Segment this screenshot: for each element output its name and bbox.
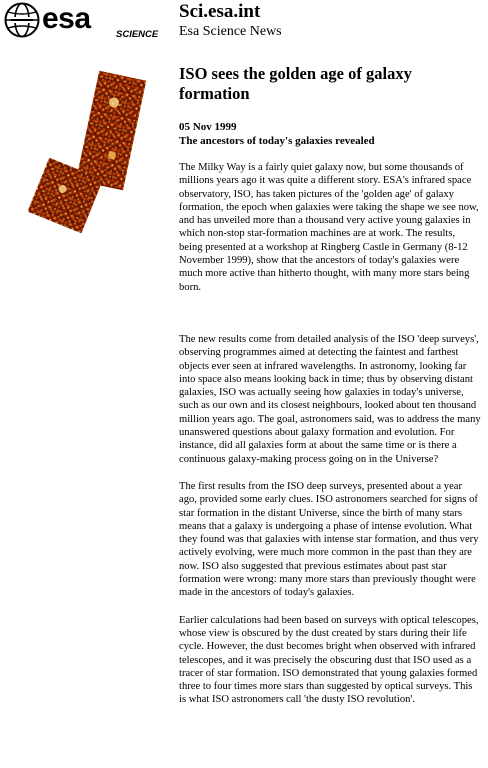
site-title[interactable]: Sci.esa.int <box>179 1 261 22</box>
article-paragraph: The new results come from detailed analysis of the ISO 'deep surveys', observing programmes aimed at detecting the faintest and farthest objects ever seen at infrared wavelengths. In astronomy, looking far into space also means looking back in time; thus by observing distant galaxies, ISO was actually seeing how galaxies in today's universe, such as our own and its closest neighbours, looked about ten thousand million years ago. The goal, astronomers said, was to address the many unanswered questions about galaxy formation and evolution. For instance, did all galaxies form at about the same time or is there a continuous galaxy-making process going on in the Universe? <box>179 333 481 465</box>
article-paragraph: Earlier calculations had been based on surveys with optical telescopes, whose view is obscured by the dust created by stars during their life cycle. However, the dust becomes bright when observed with infrared telescopes, and it was precisely the obscuring dust that ISO used as a tracer of star formation. ISO demonstrated that young galaxies formed three to four times more stars than suggested by optical surveys. This is what ISO astronomers call 'the dusty ISO revolution'. <box>179 614 479 706</box>
article-headline: ISO sees the golden age of galaxy formation <box>179 64 412 103</box>
esa-logo[interactable] <box>4 2 164 42</box>
esa-science-label: SCIENCE <box>116 29 159 40</box>
article-subhead: The ancestors of today's galaxies revealed <box>179 135 375 147</box>
news-article <box>179 64 481 707</box>
iso-deep-survey-image <box>14 66 164 236</box>
esa-globe-icon <box>4 2 40 38</box>
esa-wordmark: esa <box>42 2 91 35</box>
site-subtitle: Esa Science News <box>179 24 282 39</box>
article-paragraph: The Milky Way is a fairly quiet galaxy now, but some thousands of millions years ago it was quite a different story. ESA's infrared space observatory, ISO, has taken pictures of the 'golden age' of galaxy formation, the epoch when galaxies were taking the shape we see now, and has unveiled more than a thousand very active young galaxies in which non-stop star-formation machines are at work. The results, being presented at a workshop at Ringberg Castle in Germany (8-12 November 1999), show that the ancestors of today's galaxies were much more active than hitherto thought, with many more stars being born. <box>179 162 479 293</box>
article-paragraph: The first results from the ISO deep surveys, presented about a year ago, provided some early clues. ISO astronomers searched for signs of star formation in the distant Universe, since the birth of many stars means that a galaxy is undergoing a phase of intense evolution. What they found was that galaxies with intense star formation, and thus very actively evolving, were much more common in the past than they are now. ISO also suggested that previous estimates about past star formation were wrong: many more stars than previously thought were made in the ancestors of today's galaxies. <box>179 480 479 599</box>
article-date: 05 Nov 1999 <box>179 121 237 133</box>
